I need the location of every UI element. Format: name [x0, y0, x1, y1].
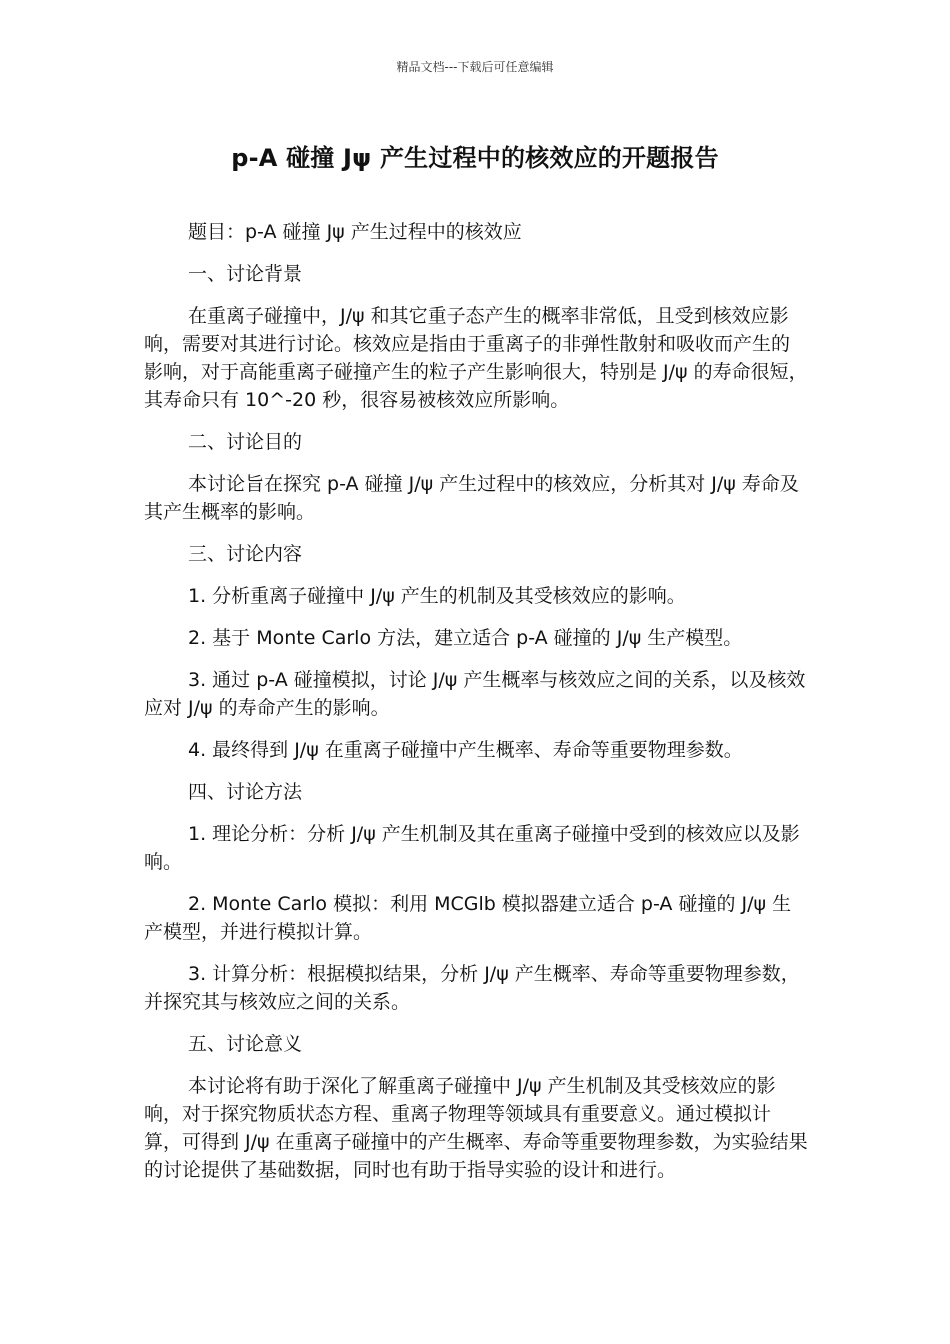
- purpose-paragraph: 本讨论旨在探究 p-A 碰撞 J/ψ 产生过程中的核效应，分析其对 J/ψ 寿命及其产生概率的影响。: [144, 473, 799, 523]
- section-heading-background: 一、讨论背景: [188, 263, 303, 285]
- background-paragraph: 在重离子碰撞中，J/ψ 和其它重子态产生的概率非常低，且受到核效应影响，需要对其进行讨论。核效应是指由于重离子的非弹性散射和吸收而产生的影响，对于高能重离子碰撞产生的粒子产生影响很大，特别是 J/ψ 的寿命很短，其寿命只有 10^-20 秒，很容易被核效应所影响。: [144, 305, 808, 411]
- significance-paragraph: 本讨论将有助于深化了解重离子碰撞中 J/ψ 产生机制及其受核效应的影响，对于探究物质状态方程、重离子物理等领域具有重要意义。通过模拟计算，可得到 J/ψ 在重离子碰撞中的产生概率、寿命等重要物理参数，为实验结果的讨论提供了基础数据，同时也有助于指导实验的设计和进行。: [144, 1075, 808, 1181]
- topic-line: 题目：p-A 碰撞 Jψ 产生过程中的核效应: [188, 221, 522, 243]
- content-item-4: 4. 最终得到 J/ψ 在重离子碰撞中产生概率、寿命等重要物理参数。: [188, 739, 743, 761]
- method-item-3: 3. 计算分析：根据模拟结果，分析 J/ψ 产生概率、寿命等重要物理参数，并探究其与核效应之间的关系。: [144, 963, 800, 1013]
- section-heading-significance: 五、讨论意义: [188, 1033, 303, 1055]
- document-body: [144, 218, 808, 1198]
- content-item-3: 3. 通过 p-A 碰撞模拟，讨论 J/ψ 产生概率与核效应之间的关系，以及核效应对 J/ψ 的寿命产生的影响。: [144, 669, 806, 719]
- method-item-2: 2. Monte Carlo 模拟：利用 MCGlb 模拟器建立适合 p-A 碰撞的 J/ψ 生产模型，并进行模拟计算。: [144, 893, 792, 943]
- header-note: 精品文档---下载后可任意编辑: [396, 60, 554, 74]
- document-title: p-A 碰撞 Jψ 产生过程中的核效应的开题报告: [231, 144, 719, 172]
- section-heading-content: 三、讨论内容: [188, 543, 303, 565]
- method-item-1: 1. 理论分析：分析 J/ψ 产生机制及其在重离子碰撞中受到的核效应以及影响。: [144, 823, 800, 873]
- content-item-2: 2. 基于 Monte Carlo 方法，建立适合 p-A 碰撞的 J/ψ 生产模型。: [188, 627, 743, 649]
- section-heading-purpose: 二、讨论目的: [188, 431, 303, 453]
- content-item-1: 1. 分析重离子碰撞中 J/ψ 产生的机制及其受核效应的影响。: [188, 585, 686, 607]
- section-heading-method: 四、讨论方法: [188, 781, 303, 803]
